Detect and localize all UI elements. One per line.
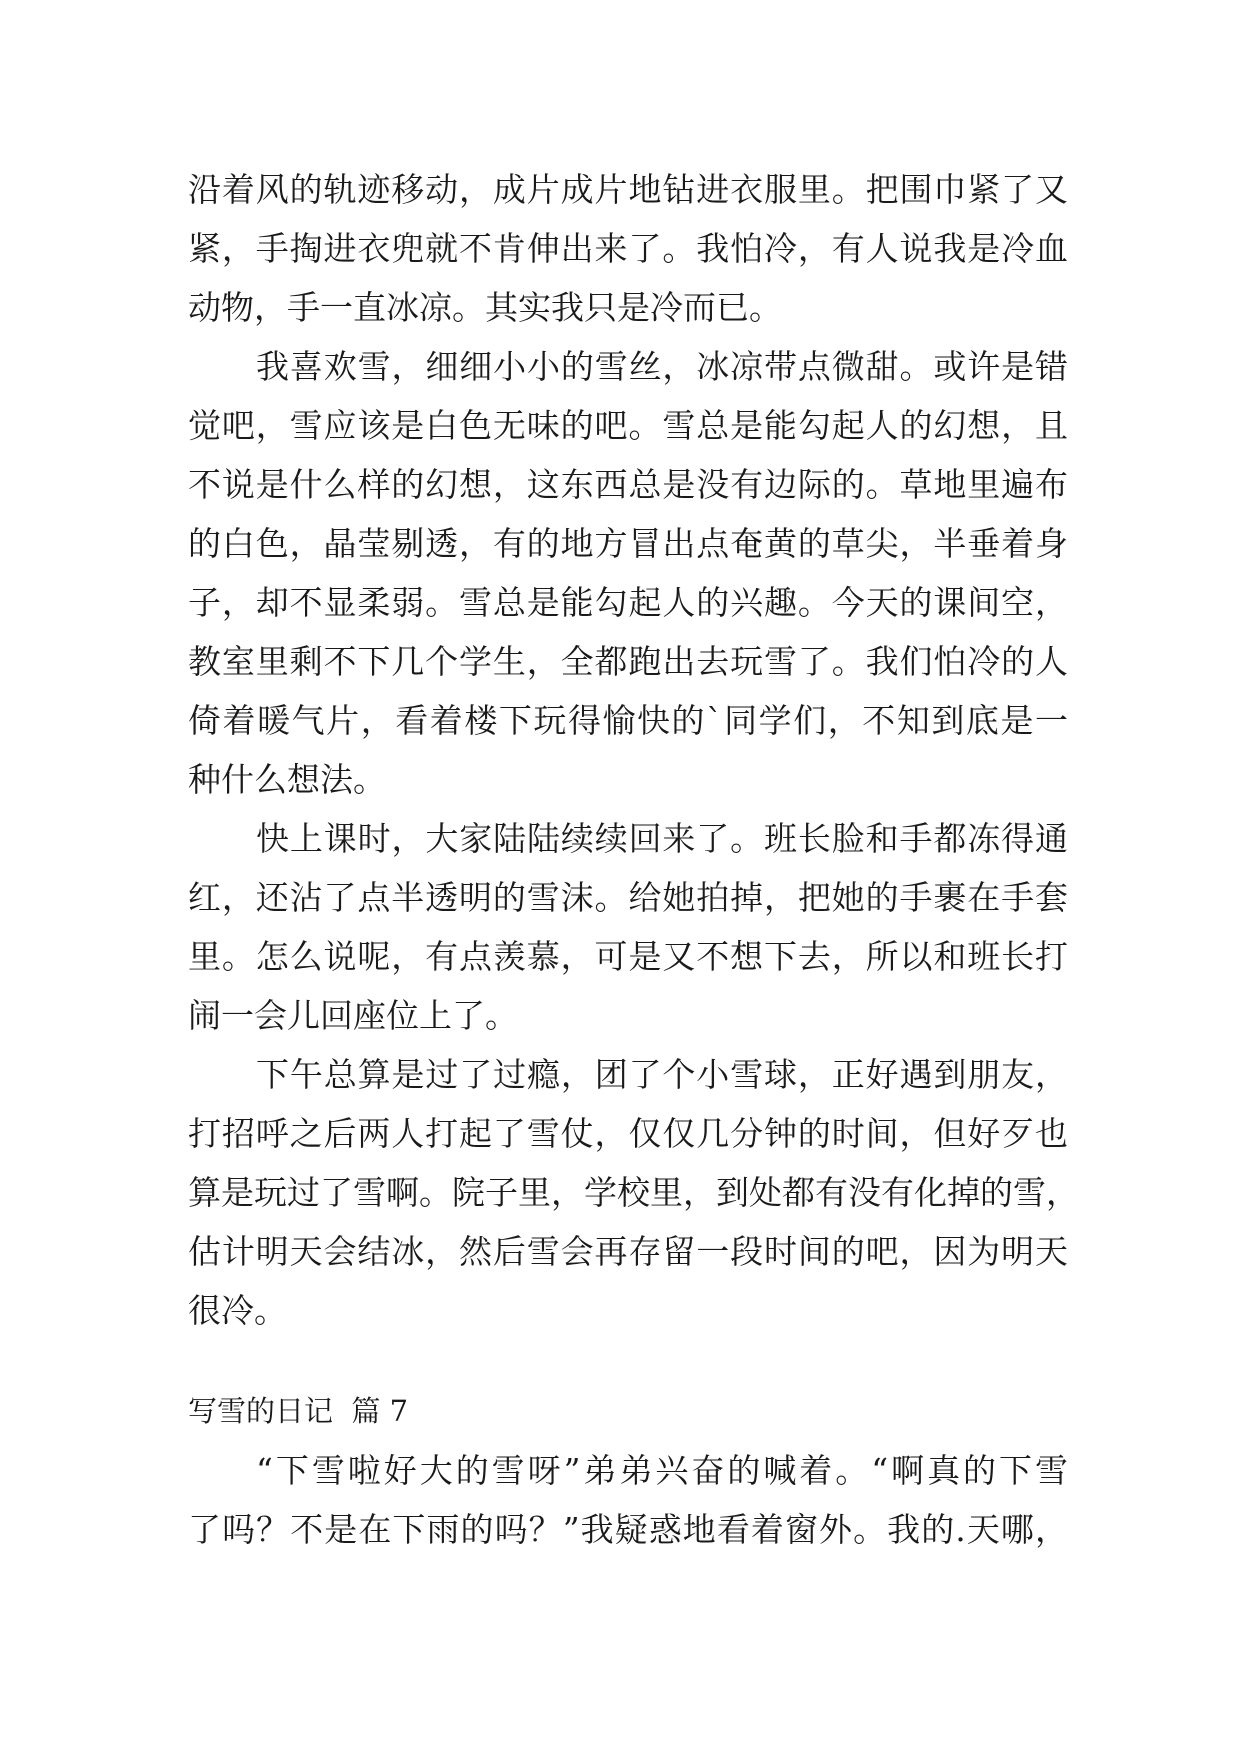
text-line: 打招呼之后两人打起了雪仗，仅仅几分钟的时间，但好歹也 xyxy=(188,1114,1068,1153)
text-line: 倚着暖气片，看着楼下玩得愉快的`同学们，不知到底是一 xyxy=(188,701,1068,740)
text-line: “下雪啦好大的雪呀”弟弟兴奋的喊着。“啊真的下雪 xyxy=(256,1451,1068,1490)
paragraph xyxy=(188,160,1068,337)
text-line: 下午总算是过了过瘾，团了个小雪球，正好遇到朋友， xyxy=(256,1055,1068,1094)
paragraph xyxy=(188,809,1068,1045)
text-line: 不说是什么样的幻想，这东西总是没有边际的。草地里遍布 xyxy=(188,465,1068,504)
text-line: 沿着风的轨迹移动，成片成片地钻进衣服里。把围巾紧了又 xyxy=(188,170,1068,209)
text-line: 里。怎么说呢，有点羡慕，可是又不想下去，所以和班长打 xyxy=(188,937,1068,976)
paragraph xyxy=(188,337,1068,809)
text-line: 紧，手掏进衣兜就不肯伸出来了。我怕冷，有人说我是冷血 xyxy=(188,229,1068,268)
text-line: 我喜欢雪，细细小小的雪丝，冰凉带点微甜。或许是错 xyxy=(256,347,1068,386)
text-line: 红，还沾了点半透明的雪沫。给她拍掉，把她的手裹在手套 xyxy=(188,878,1068,917)
section-heading: 写雪的日记 篇 7 xyxy=(188,1394,409,1428)
text-line: 了吗？不是在下雨的吗？”我疑惑地看着窗外。我的.天哪， xyxy=(188,1510,1068,1549)
text-line: 闹一会儿回座位上了。 xyxy=(188,996,518,1035)
text-line: 的白色，晶莹剔透，有的地方冒出点奄黄的草尖，半垂着身 xyxy=(188,524,1068,563)
text-line: 动物，手一直冰凉。其实我只是冷而已。 xyxy=(188,288,782,327)
paragraph xyxy=(188,1045,1079,1340)
text-line: 算是玩过了雪啊。院子里，学校里，到处都有没有化掉的雪， xyxy=(188,1173,1079,1212)
paragraph xyxy=(188,1441,1068,1559)
text-line: 估计明天会结冰，然后雪会再存留一段时间的吧，因为明天 xyxy=(188,1232,1068,1271)
document-body xyxy=(188,160,1079,1559)
text-line: 教室里剩不下几个学生，全都跑出去玩雪了。我们怕冷的人 xyxy=(188,642,1068,681)
section-gap xyxy=(188,1340,1068,1382)
text-line: 很冷。 xyxy=(188,1291,287,1330)
text-line: 子，却不显柔弱。雪总是能勾起人的兴趣。今天的课间空， xyxy=(188,583,1068,622)
text-line: 快上课时，大家陆陆续续回来了。班长脸和手都冻得通 xyxy=(256,819,1068,858)
text-line: 觉吧，雪应该是白色无味的吧。雪总是能勾起人的幻想，且 xyxy=(188,406,1068,445)
text-line: 种什么想法。 xyxy=(188,760,386,799)
